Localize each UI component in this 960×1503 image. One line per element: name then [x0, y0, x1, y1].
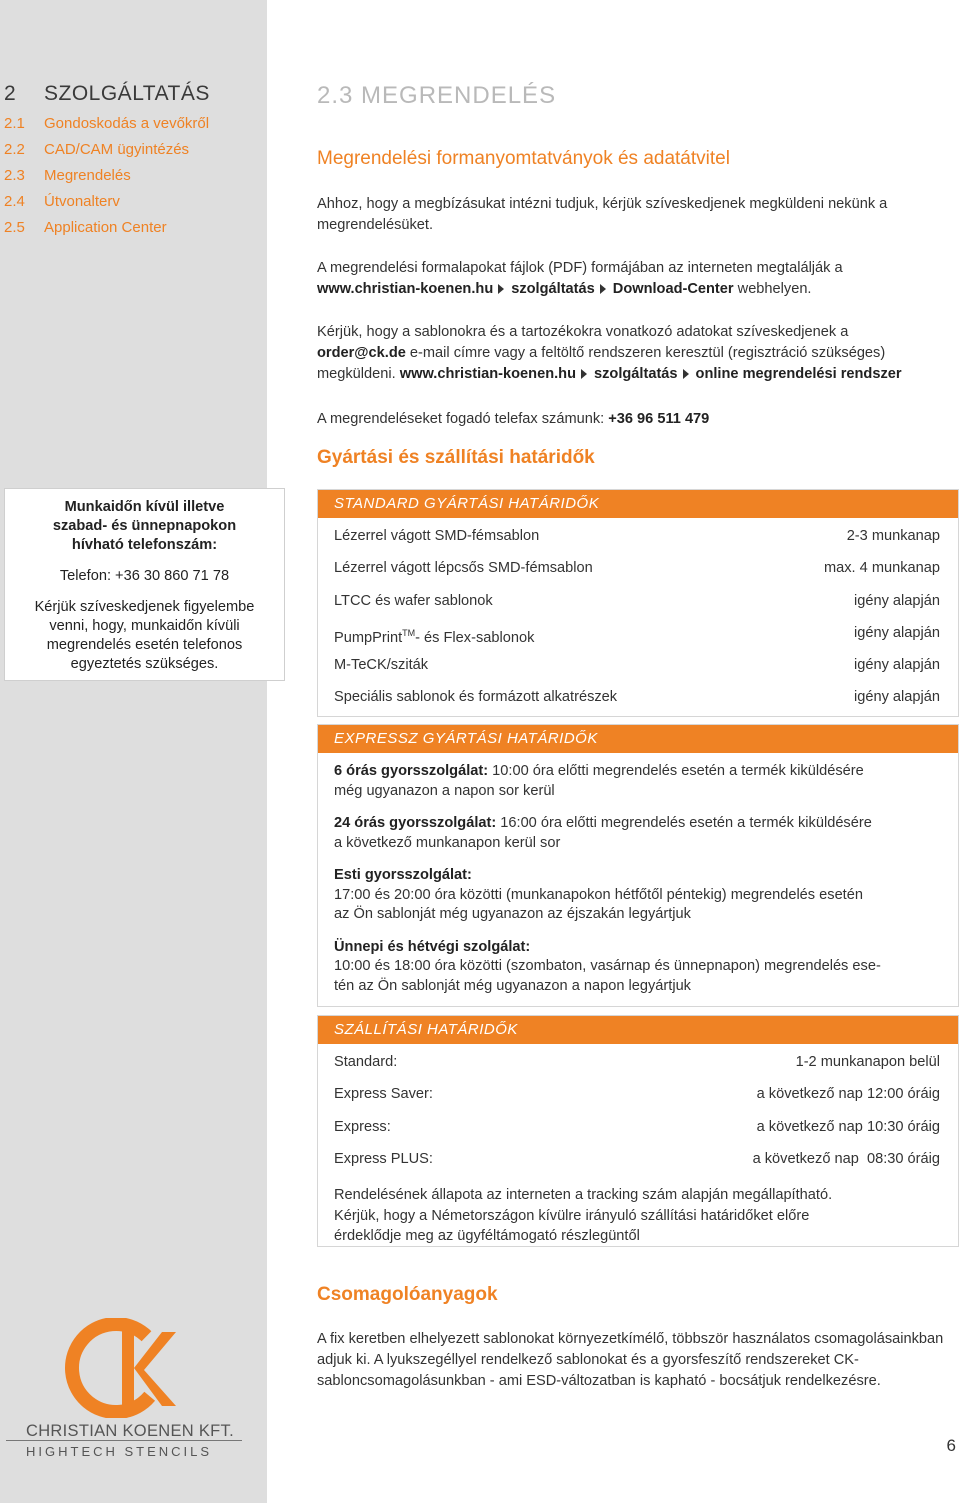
- contact-heading-line: Munkaidőn kívül illetve: [64, 499, 225, 515]
- contact-note-line: Kérjük szíveskedjenek figyelembe: [34, 599, 255, 615]
- ck-logo-icon: [4, 1318, 244, 1418]
- row-label: Standard:: [334, 1054, 398, 1070]
- standard-deadlines-panel: [317, 489, 959, 717]
- logo-company-name: CHRISTIAN KOENEN KFT.: [26, 1422, 234, 1440]
- express-evening: [318, 866, 958, 925]
- website-link[interactable]: www.christian-koenen.hu: [317, 281, 494, 297]
- toc-item-number: 2.5: [4, 219, 25, 236]
- order-data-mid: e-mail címre vagy a feltöltő rendszeren keresztül (regisztráció szükséges) megküldeni.: [317, 345, 886, 382]
- row-label: Express:: [334, 1118, 391, 1135]
- packaging-paragraph: A fix keretben elhelyezett sablonokat környezetkímélő, többször használatos csomagolásainkban adjuk ki. A lyukszegéllyel rendelkező sablonokat és a gyorsfeszítő rendszereket CK-sabloncsomagolásunkban - ami ESD-változatban is kapható - bocsátjuk rendelkezésre.: [317, 1331, 944, 1389]
- intro-paragraph: Ahhoz, hogy a megbízásukat intézni tudjuk, kérjük szíveskedjenek megküldeni nekünk a megrendelésüket.: [317, 196, 888, 233]
- table-of-contents: [4, 82, 264, 236]
- toc-item-number: 2.2: [4, 141, 25, 158]
- company-logo: [4, 1318, 244, 1468]
- after-hours-contact-box: [4, 488, 285, 681]
- panel-heading: STANDARD GYÁRTÁSI HATÁRIDŐK: [318, 490, 958, 518]
- express-24h: [318, 814, 958, 853]
- shipping-note: [318, 1185, 958, 1247]
- express-text: 16:00 óra előtti megrendelés esetén a termék kiküldésére: [500, 815, 872, 831]
- deadlines-heading: Gyártási és szállítási határidők: [317, 447, 595, 468]
- section-subtitle: Megrendelési formanyomtatványok és adatátvitel: [317, 148, 730, 169]
- shipping-deadlines-panel: [317, 1015, 959, 1247]
- shipping-note-line: érdeklődje meg az ügyféltámogató részlegüntől: [334, 1228, 640, 1245]
- shipping-row: [318, 1111, 958, 1143]
- express-text: a következő munkanapon kerül sor: [334, 834, 561, 851]
- arrow-right-icon: [498, 284, 504, 294]
- row-label: Lézerrel vágott lépcsős SMD-fémsablon: [334, 560, 593, 577]
- row-label: M-TeCK/sziták: [334, 657, 429, 674]
- row-value: max. 4 munkanap: [823, 560, 940, 577]
- toc-item-number: 2.4: [4, 193, 25, 210]
- toc-chapter-number: 2: [4, 82, 17, 105]
- row-label: Express PLUS:: [334, 1150, 433, 1167]
- express-text: még ugyanazon a napon sor kerül: [334, 782, 555, 799]
- row-value: igény alapján: [853, 689, 940, 706]
- deadline-row: [318, 649, 958, 681]
- shipping-row: [318, 1078, 958, 1110]
- toc-item-2-1[interactable]: [4, 115, 264, 132]
- panel-heading: EXPRESSZ GYÁRTÁSI HATÁRIDŐK: [318, 725, 958, 753]
- deadline-row: [318, 681, 958, 713]
- toc-item-label: Útvonalterv: [44, 193, 120, 210]
- toc-item-label: Megrendelés: [44, 167, 131, 184]
- toc-item-label: Gondoskodás a vevőkről: [44, 115, 210, 132]
- fax-label: A megrendeléseket fogadó telefax számunk:: [317, 411, 605, 427]
- row-value: igény alapján: [853, 657, 940, 674]
- contact-phone: Telefon: +36 30 860 71 78: [59, 568, 230, 584]
- toc-chapter-title: SZOLGÁLTATÁS: [44, 82, 210, 105]
- shipping-note-line: Kérjük, hogy a Németországon kívülre irányuló szállítási határidőket előre: [334, 1207, 810, 1224]
- contact-heading-line: szabad- és ünnepnapokon: [52, 518, 237, 534]
- toc-item-label: CAD/CAM ügyintézés: [44, 141, 190, 158]
- order-data-paragraph: [317, 322, 960, 385]
- toc-item-2-5[interactable]: [4, 219, 264, 236]
- deadline-row: [318, 585, 958, 617]
- toc-item-2-4[interactable]: [4, 193, 264, 210]
- panel-heading: SZÁLLÍTÁSI HATÁRIDŐK: [318, 1016, 958, 1044]
- packaging-heading: Csomagolóanyagok: [317, 1284, 498, 1305]
- contact-note-line: venni, hogy, munkaidőn kívüli: [49, 618, 240, 634]
- forms-tail: webhelyen.: [737, 281, 812, 297]
- express-text: 10:00 és 18:00 óra közötti (szombaton, vasárnap és ünnepnapon) megrendelés ese-: [334, 958, 881, 974]
- deadline-row: [318, 617, 958, 649]
- toc-item-2-2[interactable]: [4, 141, 264, 158]
- deadline-row: [318, 552, 958, 584]
- row-value: a következő nap 08:30 óráig: [752, 1150, 940, 1167]
- row-value: 2-3 munkanap: [846, 528, 940, 544]
- website-link[interactable]: www.christian-koenen.hu: [399, 366, 576, 382]
- row-label-main: PumpPrint: [334, 629, 403, 646]
- toc-chapter-heading: [4, 82, 264, 106]
- toc-item-label: Application Center: [44, 219, 167, 236]
- row-value: igény alapján: [853, 592, 940, 609]
- row-value: 1-2 munkanapon belül: [795, 1054, 940, 1070]
- shipping-row: [318, 1046, 958, 1078]
- express-6h: [318, 762, 958, 801]
- express-holiday: [318, 938, 958, 997]
- contact-note-line: egyeztetés szükséges.: [70, 656, 219, 672]
- row-label: [334, 617, 534, 649]
- page-number: 6: [946, 1436, 956, 1455]
- chapter-title: 2.3 MEGRENDELÉS: [317, 82, 557, 109]
- fax-line: [317, 409, 960, 430]
- logo-tagline: HIGHTECH STENCILS: [26, 1444, 213, 1459]
- forms-paragraph: [317, 258, 960, 300]
- contact-heading-line: hívható telefonszám:: [71, 537, 218, 553]
- toc-item-number: 2.3: [4, 167, 25, 184]
- express-text: 10:00 óra előtti megrendelés esetén a termék kiküldésére: [492, 763, 864, 779]
- order-data-text: Kérjük, hogy a sablonokra és a tartozékokra vonatkozó adatokat szíveskedjenek a: [317, 324, 849, 340]
- row-label: Speciális sablonok és formázott alkatrészek: [334, 689, 618, 706]
- express-text: tén az Ön sablonját még ugyanazon a napon legyártjuk: [334, 977, 691, 994]
- row-value: a következő nap 12:00 óráig: [756, 1086, 940, 1103]
- sidebar: [0, 0, 267, 1503]
- row-label: LTCC és wafer sablonok: [334, 592, 493, 609]
- express-text: az Ön sablonját még ugyanazon az éjszakán legyártjuk: [334, 906, 691, 922]
- row-label-rest: - és Flex-sablonok: [415, 629, 535, 646]
- services-link[interactable]: szolgáltatás: [594, 366, 678, 382]
- fax-number: +36 96 511 479: [608, 411, 710, 427]
- express-deadlines-panel: [317, 724, 959, 1007]
- row-label: Lézerrel vágott SMD-fémsablon: [334, 528, 540, 544]
- order-email-link[interactable]: order@ck.de: [317, 345, 406, 361]
- row-value: igény alapján: [853, 624, 940, 641]
- row-value: a következő nap 10:30 óráig: [756, 1118, 940, 1135]
- arrow-right-icon: [581, 369, 587, 379]
- shipping-row: [318, 1143, 958, 1175]
- row-label: Express Saver:: [334, 1086, 433, 1103]
- services-link[interactable]: szolgáltatás: [511, 281, 595, 297]
- deadline-row: [318, 520, 958, 552]
- shipping-note-line: Rendelésének állapota az interneten a tracking szám alapján megállapítható.: [334, 1187, 833, 1204]
- trademark-sup: TM: [402, 627, 416, 638]
- express-title: Ünnepi és hétvégi szolgálat:: [334, 938, 531, 955]
- arrow-right-icon: [683, 369, 689, 379]
- toc-item-2-3[interactable]: [4, 167, 264, 184]
- online-order-link[interactable]: online megrendelési rendszer: [695, 366, 902, 382]
- express-title: Esti gyorsszolgálat:: [334, 867, 472, 883]
- express-title: 6 órás gyorsszolgálat:: [334, 763, 489, 779]
- contact-note-line: megrendelés esetén telefonos: [46, 637, 243, 653]
- express-title: 24 órás gyorsszolgálat:: [334, 815, 497, 831]
- express-text: 17:00 és 20:00 óra közötti (munkanapokon hétfőtől péntekig) megrendelés esetén: [334, 886, 863, 903]
- arrow-right-icon: [600, 284, 606, 294]
- forms-text: A megrendelési formalapokat fájlok (PDF) formájában az interneten megtalálják a: [317, 260, 843, 276]
- download-center-link[interactable]: Download-Center: [612, 281, 734, 297]
- toc-item-number: 2.1: [4, 115, 25, 132]
